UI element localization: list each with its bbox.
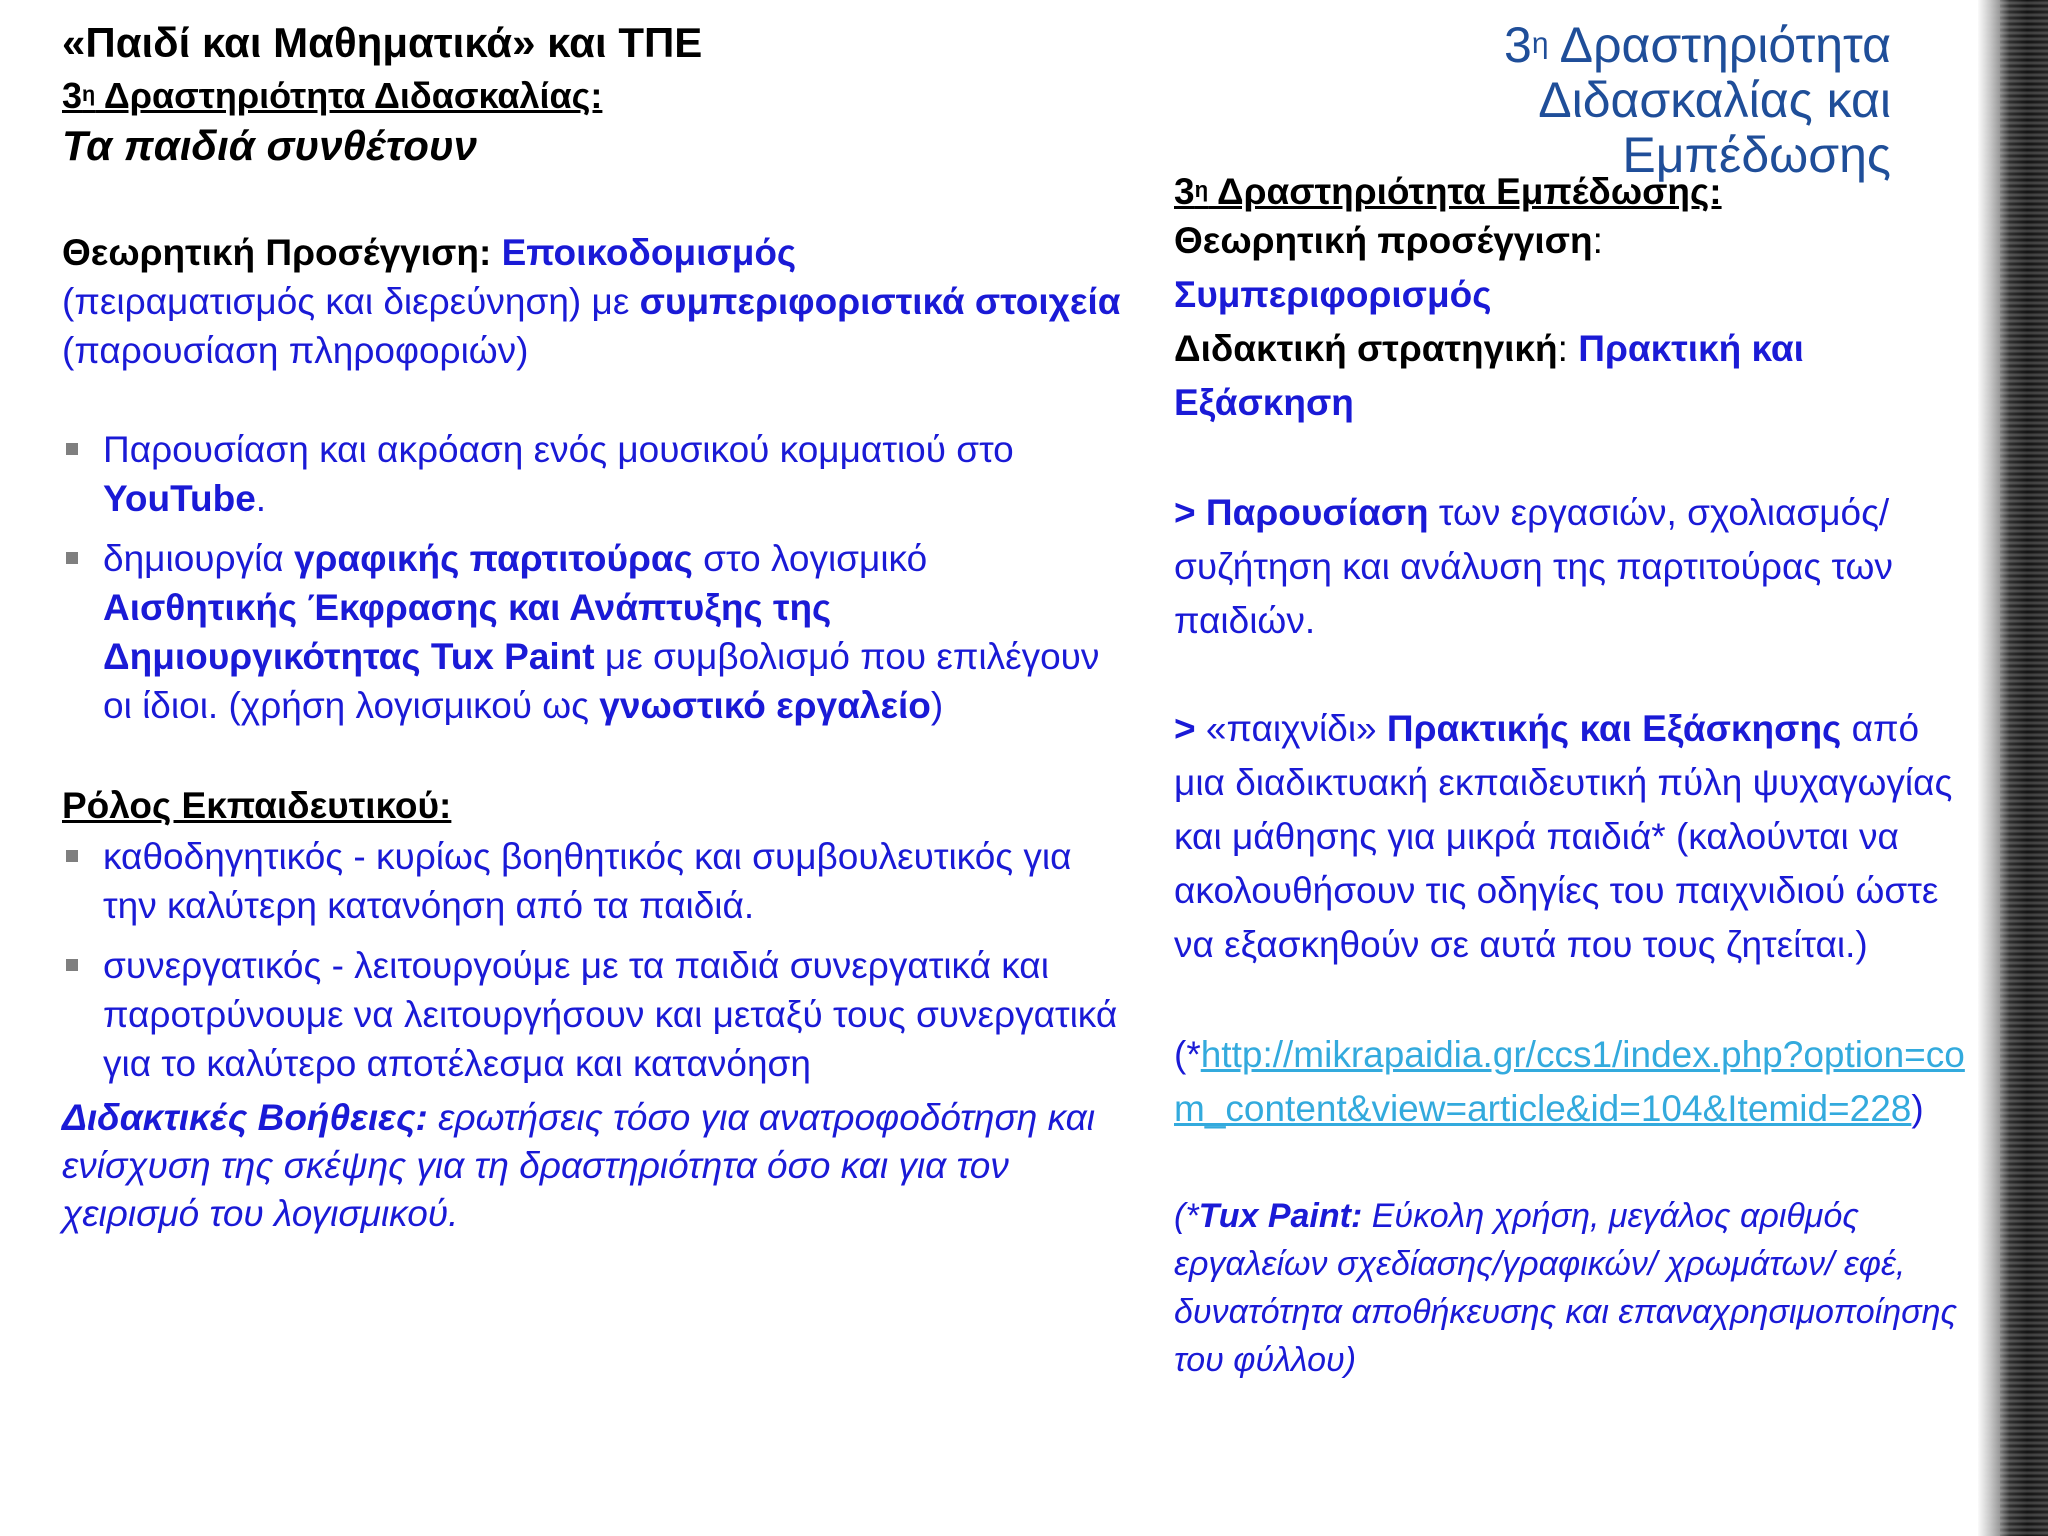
item2-text: από μια διαδικτυακή εκπαιδευτική πύλη ψυχαγωγίας και μάθησης για μικρά παιδιά* (καλούνται να ακολουθήσουν τις οδηγίες του παιχνιδιού ώστε να εξασκηθούν σε αυτά που τους ζητείται.) — [1174, 708, 1953, 965]
act-label: Δραστηριότητα Εμπέδωσης: — [1208, 171, 1722, 212]
item2-arrow: > — [1174, 708, 1206, 749]
bullet-item — [62, 941, 1122, 1088]
item2-q: «παιχνίδι» — [1205, 708, 1387, 749]
item1-text: των εργασιών, σχολιασμός/συζήτηση και ανάλυση της παρτιτούρας των παιδιών. — [1174, 492, 1893, 641]
theory-label: Θεωρητική Προσέγγιση: — [62, 232, 502, 273]
aids-text: ερωτήσεις τόσο για ανατροφοδότηση και ενίσχυση της σκέψης για τη δραστηριότητα όσο και για τον χειρισμό του λογισμικού. — [62, 1097, 1095, 1234]
role1-text: καθοδηγητικός - κυρίως βοηθητικός και συμβουλευτικός για την καλύτερη κατανόηση από τα παιδιά. — [103, 836, 1072, 926]
item1-bold: Παρουσίαση — [1205, 492, 1429, 533]
bullet2-g: ) — [930, 685, 944, 726]
link-close: ) — [1911, 1088, 1924, 1129]
strategy-value: Πρακτική και Εξάσκηση — [1174, 328, 1804, 423]
theory-block — [1174, 214, 1974, 430]
title-sup: η — [1531, 27, 1549, 60]
presentation-item — [1174, 486, 1974, 648]
item2-bold: Πρακτικής και Εξάσκησης — [1386, 708, 1842, 749]
decorative-right-edge — [1978, 0, 2048, 1536]
role-heading: Ρόλος Εκπαιδευτικού: — [62, 785, 452, 826]
title-line3: Εμπέδωσης — [1622, 127, 1891, 183]
bullet2-b: γραφικής παρτιτούρας — [293, 538, 693, 579]
bullet-item — [62, 534, 1122, 730]
bullet2-e: με συμβολισμό που επιλέγουν οι ίδιοι. (χρήση λογισμικού ως — [103, 636, 1100, 726]
activity-heading — [62, 74, 1122, 118]
bullet-item — [62, 832, 1122, 930]
role-bullets — [62, 832, 1122, 1088]
game-item — [1174, 702, 1974, 972]
activity-sup: η — [82, 81, 96, 106]
main-heading: «Παιδί και Μαθηματικά» και ΤΠΕ — [62, 19, 703, 66]
right-column — [1174, 170, 1974, 1384]
bullet1-a: Παρουσίαση και ακρόαση ενός μουσικού κομματιού στο — [103, 429, 1014, 470]
bullet-item — [62, 425, 1122, 523]
aids-label: Διδακτικές Βοήθειες: — [62, 1097, 428, 1138]
theory-tail: (παρουσίαση πληροφοριών) — [62, 330, 529, 371]
slide-title — [1504, 18, 1891, 183]
act-num: 3 — [1174, 171, 1195, 212]
bullet2-c: στο λογισμικό — [692, 538, 928, 579]
role2-text: συνεργατικός - λειτουργούμε με τα παιδιά συνεργατικά και παροτρύνουμε να λειτουργήσουν και μεταξύ τους συνεργατικά για το καλύτερο αποτέλεσμα και κατανόηση — [103, 945, 1118, 1084]
theory-paren: (πειραματισμός και διερεύνηση) με — [62, 281, 640, 322]
bullet-square-icon — [66, 552, 78, 564]
bullet2-d: Αισθητικής Έκφρασης και Ανάπτυξης της Δημιουργικότητας Tux Paint — [103, 587, 832, 677]
colon: : — [1592, 220, 1603, 261]
left-column — [62, 18, 1122, 1238]
bullet-square-icon — [66, 443, 78, 455]
theory-bold: συμπεριφοριστικά στοιχεία — [639, 281, 1121, 322]
note-text: Εύκολη χρήση, μεγάλος αριθμός εργαλείων σχεδίασης/γραφικών/ χρωμάτων/ εφέ, δυνατότητα αποθήκευσης και επαναχρησιμοποίησης του φύλλου) — [1174, 1197, 1957, 1379]
theory-paragraph — [62, 228, 1122, 375]
bullet2-f: γνωστικό εργαλείο — [599, 685, 931, 726]
activity-subtitle: Τα παιδιά συνθέτουν — [62, 122, 478, 169]
note-bold: Tux Paint: — [1198, 1197, 1363, 1235]
tux-paint-note — [1174, 1192, 1974, 1384]
mikrapaidia-link[interactable]: http://mikrapaidia.gr/ccs1/index.php?option=com_content&view=article&id=104&Itemid=228 — [1174, 1034, 1965, 1129]
activity-num: 3 — [62, 75, 83, 116]
bullet-square-icon — [66, 959, 78, 971]
bullet2-a: δημιουργία — [103, 538, 294, 579]
bullet1-b: YouTube — [103, 478, 256, 519]
title-line1: Δραστηριότητα — [1548, 17, 1891, 73]
bullet1-c: . — [255, 478, 267, 519]
note-open: (* — [1174, 1197, 1199, 1235]
item1-arrow: > — [1174, 492, 1206, 533]
title-line2: Διδασκαλίας και — [1538, 72, 1891, 128]
right-theory-value: Συμπεριφορισμός — [1174, 274, 1492, 315]
right-theory-label: Θεωρητική προσέγγιση — [1174, 220, 1593, 261]
strategy-label: Διδακτική στρατηγική — [1174, 328, 1558, 369]
title-num: 3 — [1504, 17, 1532, 73]
bullet-square-icon — [66, 850, 78, 862]
link-open: (* — [1174, 1034, 1201, 1075]
teaching-aids — [62, 1094, 1122, 1238]
link-paragraph — [1174, 1028, 1974, 1136]
activity-label: Δραστηριότητα Διδασκαλίας: — [95, 75, 603, 116]
consolidation-heading — [1174, 170, 1974, 214]
colon: : — [1557, 328, 1568, 369]
theory-value: Εποικοδομισμός — [501, 232, 797, 273]
activity-bullets — [62, 425, 1122, 730]
act-sup: η — [1194, 177, 1209, 202]
